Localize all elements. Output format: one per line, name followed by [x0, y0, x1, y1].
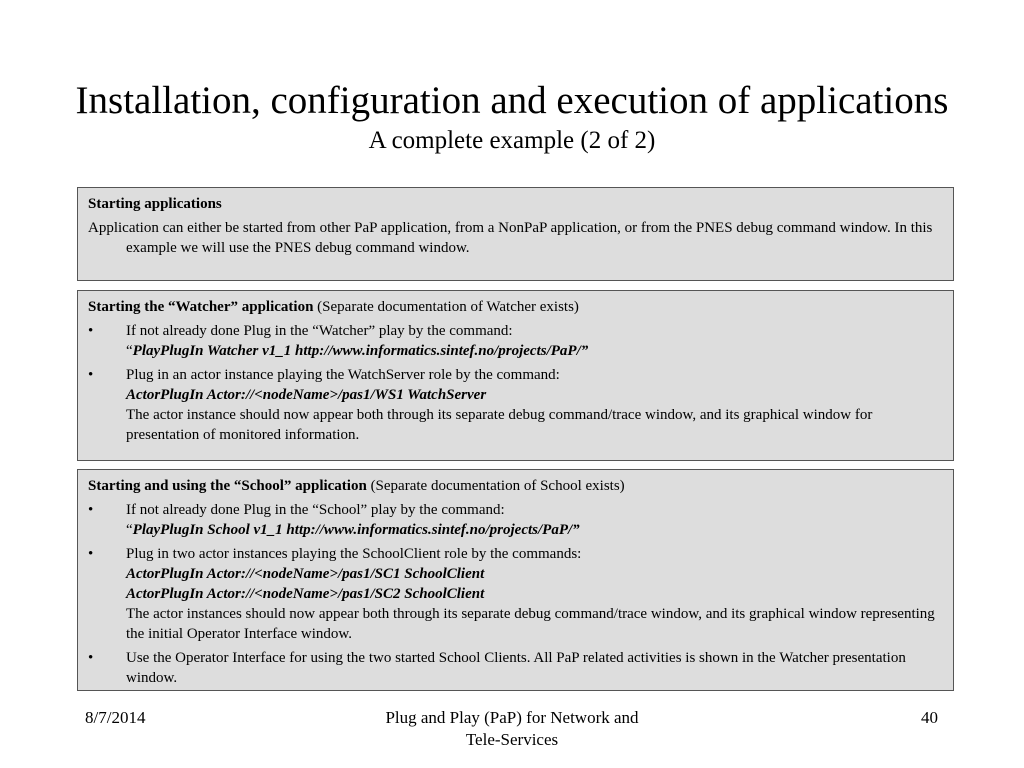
bullet-item: [88, 500, 943, 540]
slide-subtitle: A complete example (2 of 2): [368, 127, 656, 154]
box-heading: [88, 297, 943, 317]
footer-title-line: Plug and Play (PaP) for Network and: [385, 708, 639, 727]
box-heading-bold: Starting the “Watcher” application: [88, 299, 314, 315]
command-text: ActorPlugIn Actor://<nodeName>/pas1/SC2 SchoolClient: [126, 586, 485, 602]
bullet-item: [88, 648, 943, 688]
box-heading-note: (Separate documentation of Watcher exists): [313, 299, 579, 315]
bullet-text: Use the Operator Interface for using the two started School Clients. All PaP related activities is shown in the Watcher presentation window.: [126, 650, 906, 686]
footer-title: [312, 707, 712, 751]
command-line: [126, 341, 943, 361]
command-text: PlayPlugIn School v1_1 http://www.informatics.sintef.no/projects/PaP/: [132, 522, 573, 538]
footer-title-line: Tele-Services: [465, 730, 559, 749]
page-number: 40: [921, 708, 938, 727]
box-heading-bold: Starting and using the “School” application: [88, 478, 367, 494]
bullet-mark: •: [88, 367, 94, 383]
bullet-mark: •: [88, 650, 94, 666]
bullet-mark: •: [88, 323, 94, 339]
bullet-note: The actor instances should now appear both through its separate debug command/trace window, and its graphical window representing the initial Operator Interface window.: [126, 606, 935, 642]
bullet-text: Plug in an actor instance playing the WatchServer role by the command:: [126, 367, 560, 383]
box-heading-note: (Separate documentation of School exists): [366, 478, 625, 494]
watcher-application-box: [77, 290, 954, 461]
box-heading: Starting applications: [88, 196, 222, 212]
open-quote: “: [126, 343, 133, 359]
command-text: ActorPlugIn Actor://<nodeName>/pas1/WS1 WatchServer: [126, 387, 487, 403]
footer-date: 8/7/2014: [85, 708, 146, 727]
command-text: ActorPlugIn Actor://<nodeName>/pas1/SC1 SchoolClient: [126, 566, 485, 582]
bullet-mark: •: [88, 546, 94, 562]
box-heading: [88, 476, 943, 496]
bullet-text: If not already done Plug in the “School” play by the command:: [126, 502, 505, 518]
bullet-item: [88, 365, 943, 445]
bullet-mark: •: [88, 502, 94, 518]
slide-title: Installation, configuration and execution of applications: [75, 79, 949, 122]
bullet-text: If not already done Plug in the “Watcher” play by the command:: [126, 323, 513, 339]
bullet-text: Plug in two actor instances playing the SchoolClient role by the commands:: [126, 546, 582, 562]
close-quote: ”: [580, 343, 589, 359]
close-quote: ”: [572, 522, 580, 538]
school-application-box: [77, 469, 954, 691]
bullet-item: [88, 321, 943, 361]
bullet-note: The actor instance should now appear both through its separate debug command/trace window, and its graphical window for presentation of monitored information.: [126, 407, 873, 443]
box-paragraph: Application can either be started from other PaP application, from a NonPaP application, or from the PNES debug command window. In this example we will use the PNES debug command window.: [88, 220, 933, 256]
command-line: [126, 520, 943, 540]
bullet-item: [88, 544, 943, 644]
open-quote: “: [126, 522, 133, 538]
command-text: PlayPlugIn Watcher v1_1 http://www.informatics.sintef.no/projects/PaP/: [132, 343, 581, 359]
starting-applications-box: [77, 187, 954, 281]
